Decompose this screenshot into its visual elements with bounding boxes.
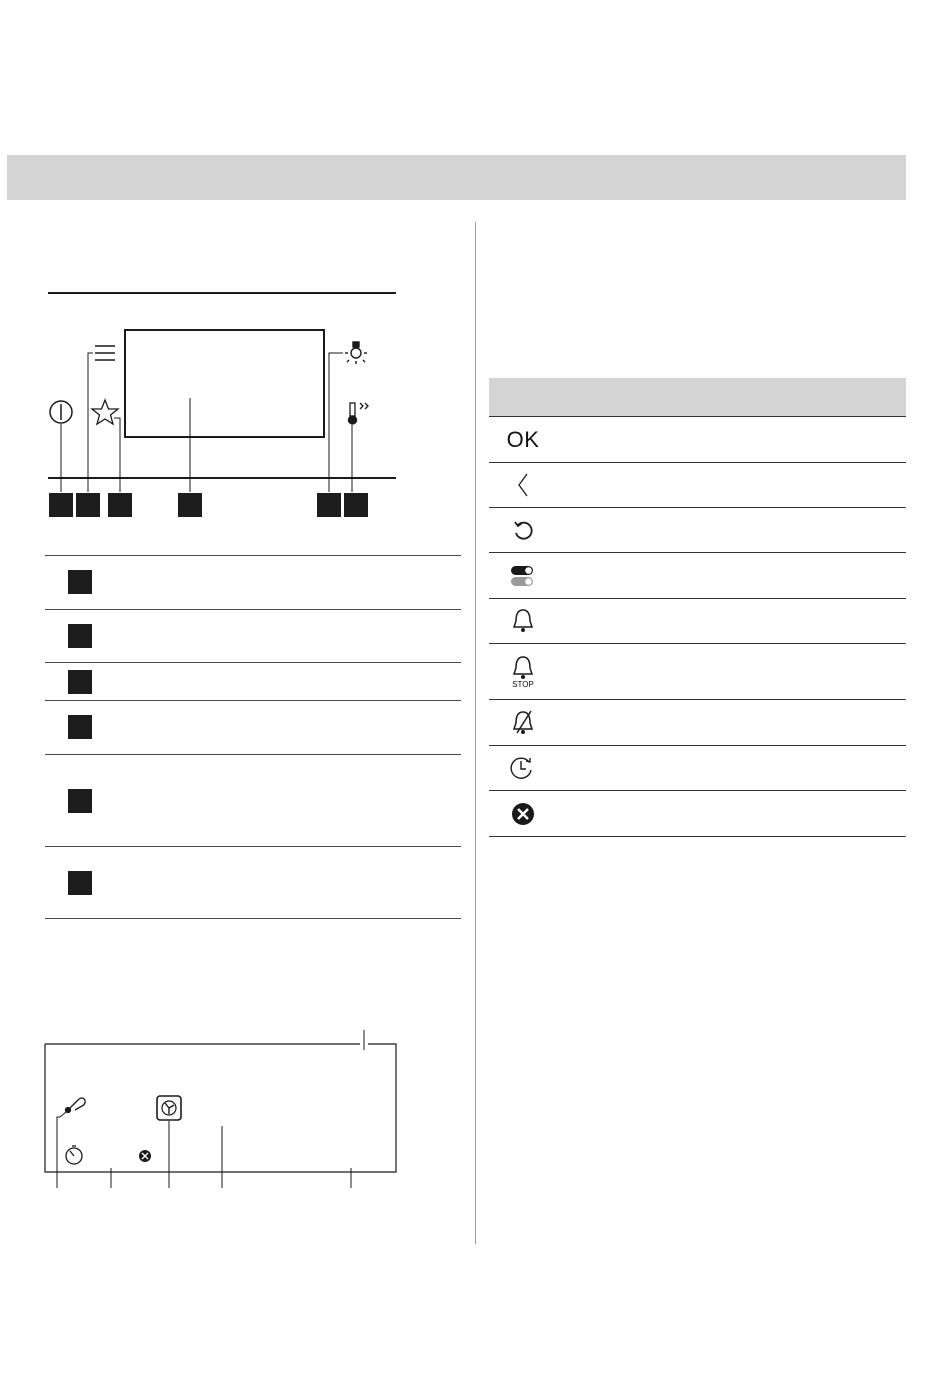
legend-rule bbox=[45, 754, 461, 755]
legend-rule bbox=[45, 609, 461, 610]
control-panel-diagram bbox=[0, 0, 475, 530]
legend-rule bbox=[45, 846, 461, 847]
menu-icon bbox=[95, 346, 115, 360]
legend-ref-box-4 bbox=[68, 715, 92, 739]
fan-heating-icon bbox=[157, 1096, 181, 1120]
legend-rule bbox=[45, 662, 461, 663]
legend-ref-box-2 bbox=[68, 624, 92, 648]
power-icon bbox=[50, 401, 72, 423]
callout-box-4 bbox=[178, 493, 202, 517]
ok-symbol: OK bbox=[506, 426, 540, 452]
back-chevron-icon bbox=[516, 472, 530, 498]
legend-rule-top bbox=[45, 555, 461, 556]
cancel-small-icon bbox=[139, 1150, 151, 1162]
display-diagram bbox=[0, 1020, 475, 1200]
symbol-row-cancel bbox=[489, 791, 906, 837]
bell-off-icon bbox=[511, 709, 535, 737]
symbol-row-toggle bbox=[489, 553, 906, 599]
symbol-row-bell bbox=[489, 599, 906, 644]
undo-icon bbox=[511, 518, 535, 542]
symbol-table-header bbox=[489, 378, 906, 417]
callout-box-3 bbox=[108, 493, 132, 517]
fast-heat-icon bbox=[349, 403, 369, 424]
bell-stop-icon bbox=[511, 654, 535, 682]
lamp-icon bbox=[345, 342, 367, 364]
callout-box-2 bbox=[76, 493, 100, 517]
symbol-row-ok bbox=[489, 417, 906, 463]
callout-box-5 bbox=[317, 493, 341, 517]
timer-icon bbox=[66, 1146, 82, 1164]
legend-ref-box-1 bbox=[68, 570, 92, 594]
timer-extend-icon bbox=[509, 755, 537, 781]
symbol-row-back bbox=[489, 463, 906, 508]
symbol-row-timer-extend bbox=[489, 746, 906, 791]
bell-icon bbox=[511, 607, 535, 635]
column-divider bbox=[475, 222, 476, 1244]
star-icon bbox=[92, 400, 118, 424]
stop-label: STOP bbox=[512, 680, 534, 689]
symbol-row-bell-stop bbox=[489, 644, 906, 700]
probe-icon bbox=[66, 1098, 86, 1113]
legend-ref-box-6 bbox=[68, 871, 92, 895]
callout-box-6 bbox=[344, 493, 368, 517]
legend-ref-box-3 bbox=[68, 670, 92, 694]
legend-rule bbox=[45, 700, 461, 701]
toggle-icon bbox=[510, 564, 536, 588]
legend-ref-box-5 bbox=[68, 789, 92, 813]
legend-rule-bottom bbox=[45, 918, 461, 919]
callout-box-1 bbox=[49, 493, 73, 517]
symbol-row-undo bbox=[489, 508, 906, 553]
symbol-row-bell-off bbox=[489, 700, 906, 746]
display-window bbox=[125, 330, 324, 437]
cancel-icon bbox=[510, 801, 536, 827]
